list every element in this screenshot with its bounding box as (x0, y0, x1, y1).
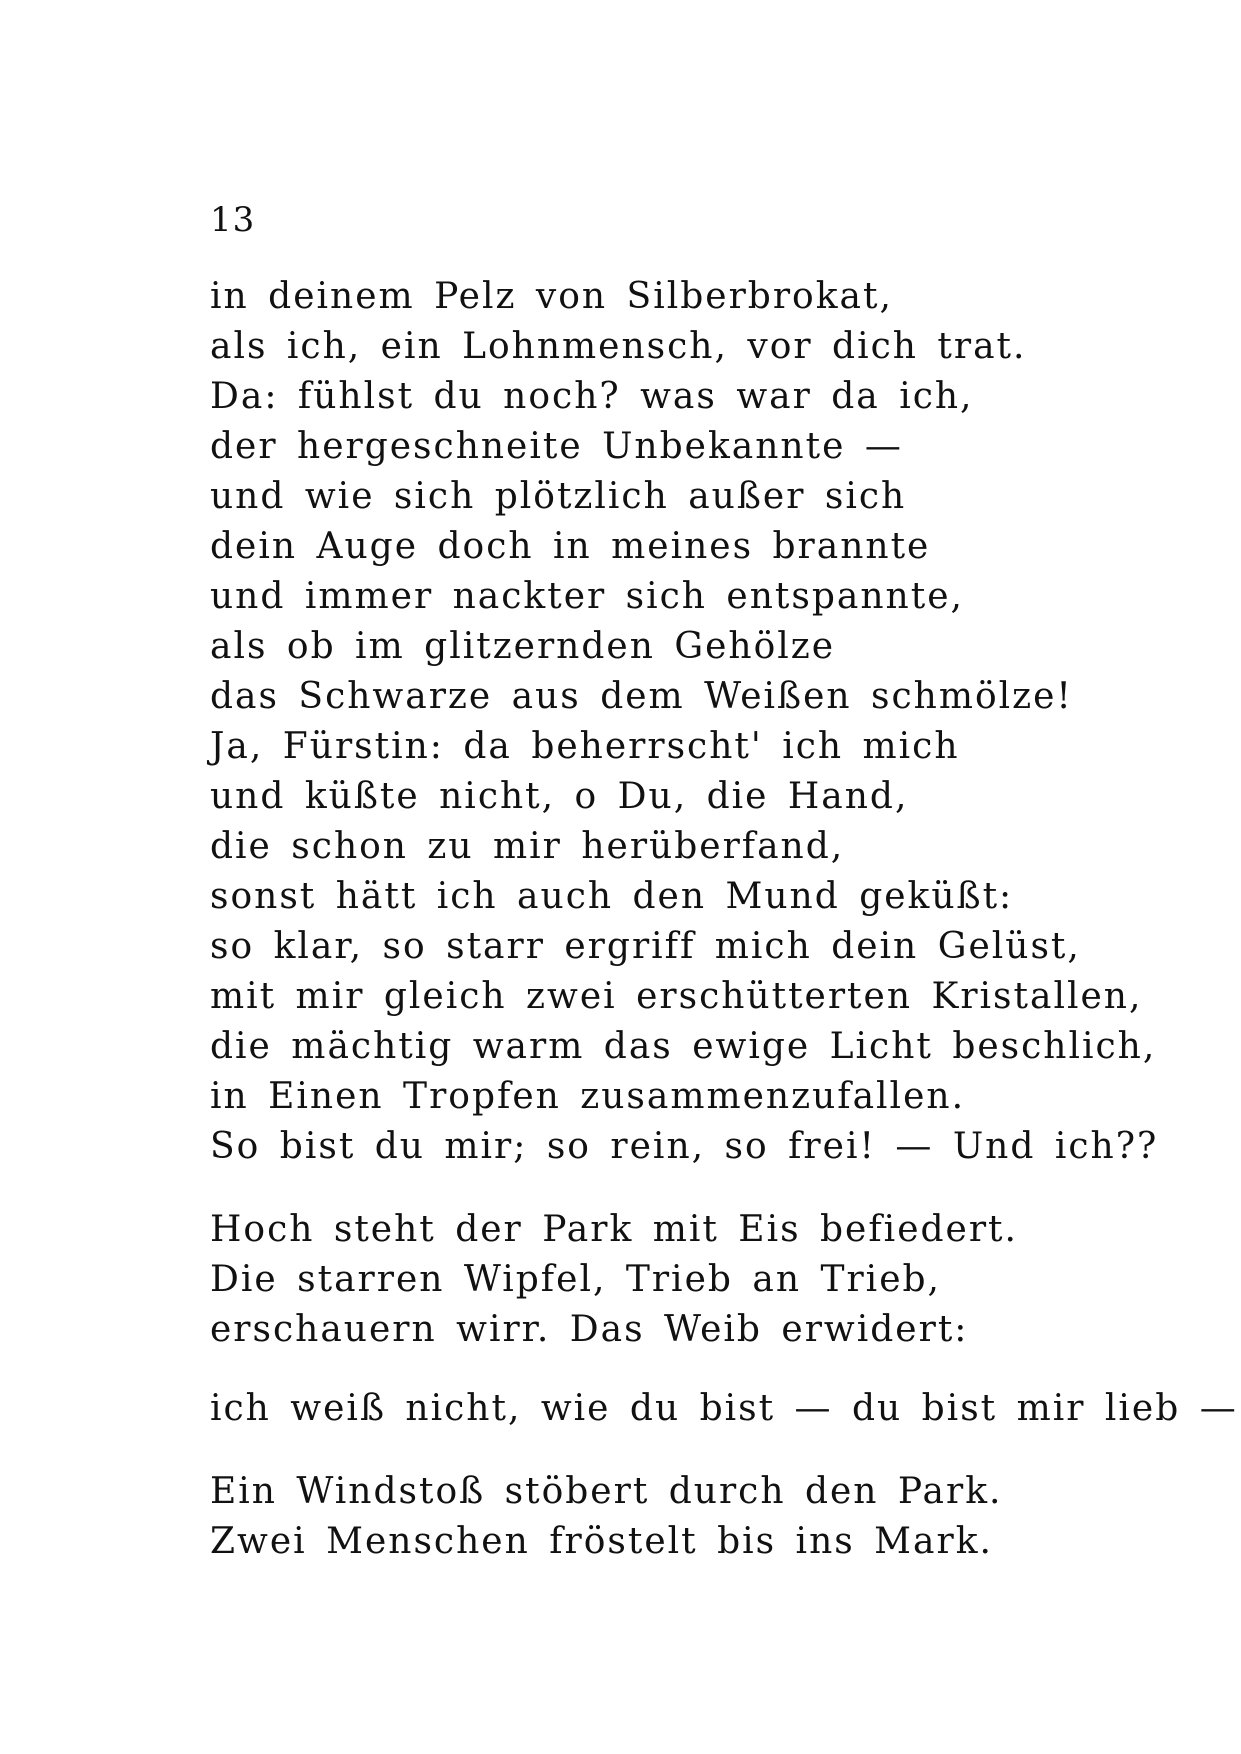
poem-line: und immer nackter sich entspannte, (210, 576, 964, 617)
stanza-2 (210, 1205, 1170, 1355)
stanza-4 (210, 1467, 1170, 1567)
poem-line: sonst hätt ich auch den Mund geküßt: (210, 876, 1014, 917)
poem-line: ich weiß nicht, wie du bist — du bist mir lieb — (210, 1388, 1238, 1429)
poem-line: so klar, so starr ergriff mich dein Gelüst, (210, 926, 1081, 967)
poem-line: der hergeschneite Unbekannte — (210, 426, 903, 467)
poem-line: So bist du mir; so rein, so frei! — Und ich?? (210, 1126, 1159, 1167)
poem-line: in Einen Tropfen zusammenzufallen. (210, 1076, 966, 1117)
poem-line: Da: fühlst du noch? was war da ich, (210, 376, 974, 417)
poem-line: in deinem Pelz von Silberbrokat, (210, 276, 893, 317)
poem-line: die mächtig warm das ewige Licht beschlich, (210, 1026, 1157, 1067)
poem-line: die schon zu mir herüberfand, (210, 826, 845, 867)
stanza-3 (210, 1384, 1238, 1434)
stanza-1 (210, 272, 1170, 1172)
poem-line: Die starren Wipfel, Trieb an Trieb, (210, 1259, 941, 1300)
poem-line: dein Auge doch in meines brannte (210, 526, 931, 567)
poem-line: als ob im glitzernden Gehölze (210, 626, 836, 667)
poem-line: Ja, Fürstin: da beherrscht' ich mich (210, 726, 960, 767)
poem-line: mit mir gleich zwei erschütterten Kristallen, (210, 976, 1143, 1017)
poem-line: und wie sich plötzlich außer sich (210, 476, 907, 517)
poem-line: als ich, ein Lohnmensch, vor dich trat. (210, 326, 1027, 367)
poem-line: Zwei Menschen fröstelt bis ins Mark. (210, 1521, 993, 1562)
poem-line: das Schwarze aus dem Weißen schmölze! (210, 676, 1073, 717)
poem-line: Ein Windstoß stöbert durch den Park. (210, 1471, 1003, 1512)
poem-line: Hoch steht der Park mit Eis befiedert. (210, 1209, 1018, 1250)
poem-line: erschauern wirr. Das Weib erwidert: (210, 1309, 969, 1350)
page-number: 13 (210, 200, 256, 240)
poem-line: und küßte nicht, o Du, die Hand, (210, 776, 909, 817)
